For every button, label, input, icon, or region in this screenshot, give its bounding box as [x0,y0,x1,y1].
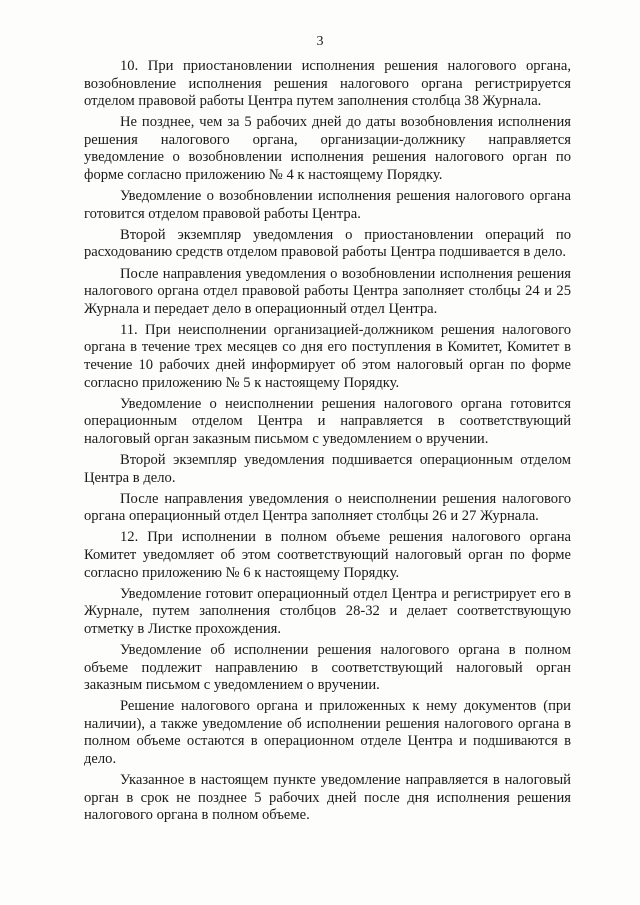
paragraph-after-nonexecution: После направления уведомления о неисполнении решения налогового органа операционный отдел Центра заполняет столбцы 26 и 27 Журнала. [84,490,571,525]
page-number: 3 [316,34,324,49]
document-body [84,58,571,828]
paragraph-deadline: Указанное в настоящем пункте уведомление направляется в налоговый орган в срок не позднее 5 рабочих дней после дня исполнения решения налогового органа в полном объеме. [84,772,571,824]
paragraph-after-notice: После направления уведомления о возобновлении исполнения решения налогового органа отдел правовой работы Центра заполняет столбцы 24 и 25 Журнала и передает дело в операционный отдел Центра. [84,265,571,317]
paragraph-second-copy: Второй экземпляр уведомления о приостановлении операций по расходованию средств отделом правовой работы Центра подшивается в дело. [84,226,571,261]
paragraph-notice-prepared: Уведомление о возобновлении исполнения решения налогового органа готовится отделом правовой работы Центра. [84,188,571,222]
paragraph-documents-filed: Решение налогового органа и приложенных к нему документов (при наличии), а также уведомление об исполнении решения налогового органа в полном объеме остаются в операционном отделе Центра и подшиваются в дело. [84,698,571,767]
paragraph-full-execution-notice: Уведомление об исполнении решения налогового органа в полном объеме подлежит направлению в соответствующий налоговый орган заказным письмом с уведомлением о вручении. [84,641,571,694]
paragraph-resume-notice: Не позднее, чем за 5 рабочих дней до даты возобновления исполнения решения налогового органа, организации-должнику направляется уведомление о возобновлении исполнения решения налогового орган по форме согласно приложению № 4 к настоящему Порядку. [84,114,571,184]
paragraph-notice-registration: Уведомление готовит операционный отдел Центра и регистрирует его в Журнале, путем заполнения столбцов 28-32 и делает соответствующую отметку в Листке прохождения. [84,585,571,637]
paragraph-nonexecution-notice: Уведомление о неисполнении решения налогового органа готовится операционным отделом Центра и направляется в соответствующий налоговый орган заказным письмом с уведомлением о вручении. [84,395,571,447]
paragraph-11: 11. При неисполнении организацией-должником решения налогового органа в течение трех месяцев со дня его поступления в Комитет, Комитет в течение 10 рабочих дней информирует об этом налоговый орган по форме согласно приложению № 5 к настоящему Порядку. [84,321,571,391]
paragraph-12: 12. При исполнении в полном объеме решения налогового органа Комитет уведомляет об этом соответствующий налоговый орган по форме согласно приложению № 6 к настоящему Порядку. [84,529,571,581]
paragraph-second-copy-ops: Второй экземпляр уведомления подшивается операционным отделом Центра в дело. [84,451,571,486]
paragraph-10: 10. При приостановлении исполнения решения налогового органа, возобновление исполнения решения налогового органа регистрируется отделом правовой работы Центра путем заполнения столбца 38 Журнала. [84,58,571,110]
